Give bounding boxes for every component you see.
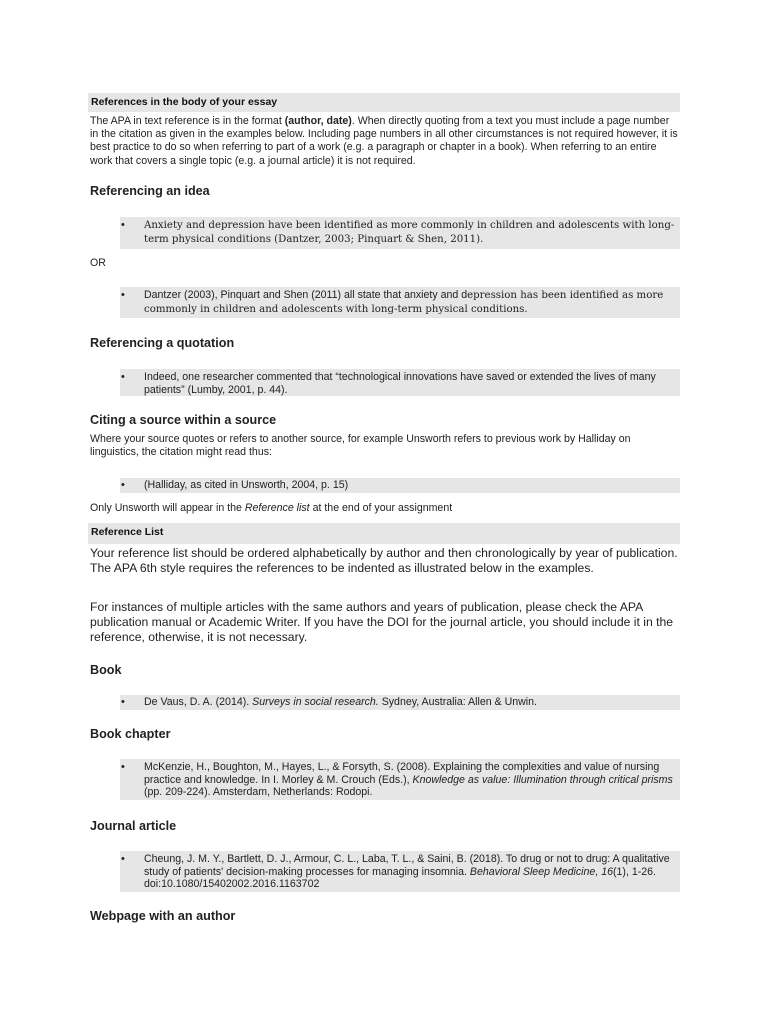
intro-paragraph	[90, 115, 680, 168]
reference-list-paragraph-1: Your reference list should be ordered alphabetically by author and then chronologically by year of publication. The APA 6th style requires the references to be indented as illustrated below in the examples.	[90, 546, 678, 576]
chapter-text-2: (pp. 209-224). Amsterdam, Netherlands: Rodopi.	[144, 786, 373, 799]
reference-list-paragraph-2: For instances of multiple articles with the same authors and years of publication, please check the APA publication manual or Academic Writer. If you have the DOI for the journal article, you should include it in the reference, otherwise, it is not necessary.	[90, 600, 674, 645]
example-source-within-source	[120, 478, 680, 493]
section-title: References in the body of your essay	[91, 96, 278, 108]
example-text: Indeed, one researcher commented that “technological innovations have saved or extended the lives of many patients” (Lumby, 2001, p. 44).	[144, 371, 656, 396]
example-journal-article	[120, 851, 680, 892]
example-text: (Halliday, as cited in Unsworth, 2004, p. 15)	[144, 479, 349, 491]
example-book-chapter	[120, 759, 680, 800]
chapter-text-1: McKenzie, H., Boughton, M., Hayes, L., & Forsyth, S. (2008). Explaining the complexities and value of nursing practice and knowledge. In I. Morley & M. Crouch (Eds.),	[144, 761, 660, 786]
book-publisher: Sydney, Australia: Allen & Unwin.	[378, 696, 537, 708]
reference-list-note	[90, 502, 680, 515]
bullet-icon: •	[121, 479, 125, 491]
section-bar-reference-list	[88, 523, 680, 544]
heading-source-within-source: Citing a source within a source	[90, 413, 277, 427]
source-description: Where your source quotes or refers to another source, for example Unsworth refers to previous work by Halliday on linguistics, the citation might read thus:	[90, 433, 631, 459]
intro-text-2: . When directly quoting from a text you must include a page number in the citation as given in the examples below. Including page numbers in all other circumstances is not required however, it is best practice to do so when referring to part of a work (e.g. a paragraph or chapter in a book). When referring to an entire work that covers a single topic (e.g. a journal article) it is not required.	[90, 115, 678, 167]
section-bar-references-body	[88, 93, 680, 112]
journal-title: Behavioral Sleep Medicine, 16	[469, 865, 613, 878]
heading-referencing-quotation: Referencing a quotation	[90, 336, 235, 350]
example-quotation	[120, 369, 680, 396]
chapter-book-title: Knowledge as value: Illumination through critical prisms	[412, 773, 673, 786]
intro-format-bold: (author, date)	[284, 115, 352, 127]
bullet-icon: •	[121, 853, 125, 865]
book-title: Surveys in social research.	[252, 696, 379, 708]
or-label: OR	[90, 257, 106, 269]
heading-book: Book	[90, 663, 122, 677]
heading-referencing-idea: Referencing an idea	[90, 184, 210, 198]
bullet-icon: •	[121, 219, 125, 231]
bullet-icon: •	[121, 371, 125, 383]
example-text-part-1: Dantzer (2003), Pinquart and Shen (2011) all state that anxiety and d	[144, 289, 468, 301]
book-author: De Vaus, D. A. (2014).	[144, 696, 253, 708]
example-text-part-2: epression has been identified as more commonly in children and adolescents with long-term physical conditions.	[144, 290, 664, 315]
heading-book-chapter: Book chapter	[90, 727, 171, 741]
bullet-icon: •	[121, 696, 125, 708]
note-italic: Reference list	[244, 502, 310, 514]
heading-webpage-author: Webpage with an author	[90, 909, 236, 923]
journal-text-1: Cheung, J. M. Y., Bartlett, D. J., Armour, C. L., Laba, T. L., & Saini, B. (2018). To drug or not to drug: A qualitative study of patients' decision-making processes for managing insomnia.	[144, 853, 670, 878]
section-title: Reference List	[91, 526, 164, 538]
note-text-2: at the end of your assignment	[309, 502, 453, 514]
example-text: Anxiety and depression have been identified as more commonly in children and adolescents with long-term physical conditions (Dantzer, 2003; Pinquart & Shen, 2011).	[144, 220, 675, 245]
note-text-1: Only Unsworth will appear in the	[90, 502, 245, 514]
example-idea-2	[120, 287, 680, 318]
heading-journal-article: Journal article	[90, 819, 177, 833]
journal-text-2: (1), 1-26. doi:10.1080/15402002.2016.1163702	[144, 865, 656, 891]
bullet-icon: •	[121, 289, 125, 301]
example-book	[120, 695, 680, 710]
intro-text-1: The APA in text reference is in the format	[90, 115, 285, 127]
bullet-icon: •	[121, 761, 125, 773]
example-idea-1	[120, 217, 680, 249]
